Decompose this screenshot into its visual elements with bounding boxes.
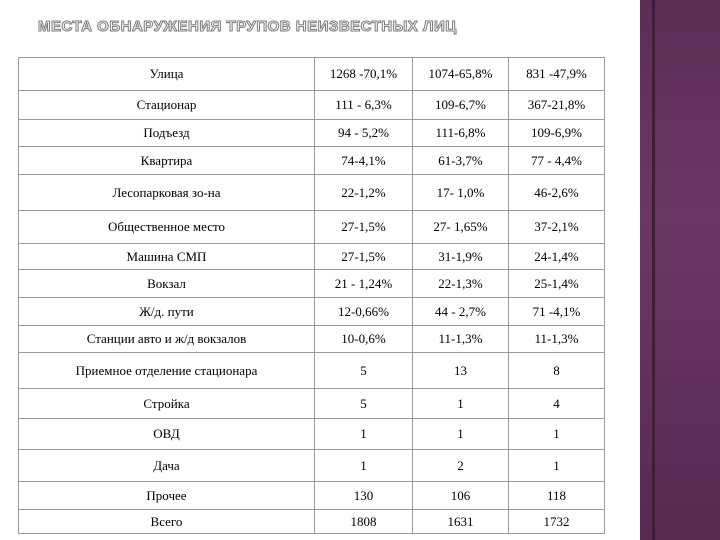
cell-value: 77 - 4,4% [509, 147, 605, 175]
row-label: Стройка [19, 389, 315, 419]
cell-value: 37-2,1% [509, 211, 605, 244]
cell-value: 5 [315, 353, 413, 389]
cell-value: 10-0,6% [315, 326, 413, 353]
cell-value: 1 [315, 450, 413, 482]
cell-value: 118 [509, 482, 605, 510]
table-row [19, 120, 605, 147]
cell-value: 22-1,2% [315, 175, 413, 211]
cell-value: 11-1,3% [509, 326, 605, 353]
cell-value: 1 [509, 450, 605, 482]
row-label: Приемное отделение стационара [19, 353, 315, 389]
row-label: Вокзал [19, 270, 315, 298]
table-row [19, 326, 605, 353]
cell-value: 831 -47,9% [509, 58, 605, 91]
cell-value: 44 - 2,7% [413, 298, 509, 326]
table-row [19, 353, 605, 389]
cell-value: 1808 [315, 510, 413, 534]
row-label: Ж/д. пути [19, 298, 315, 326]
cell-value: 74-4,1% [315, 147, 413, 175]
table-row [19, 147, 605, 175]
cell-value: 1732 [509, 510, 605, 534]
row-label: Лесопарковая зо-на [19, 175, 315, 211]
data-table [18, 57, 605, 534]
cell-value: 109-6,7% [413, 91, 509, 120]
cell-value: 11-1,3% [413, 326, 509, 353]
cell-value: 111-6,8% [413, 120, 509, 147]
cell-value: 27-1,5% [315, 244, 413, 270]
cell-value: 25-1,4% [509, 270, 605, 298]
row-label: Улица [19, 58, 315, 91]
row-label: Прочее [19, 482, 315, 510]
row-label: Дача [19, 450, 315, 482]
table-row [19, 510, 605, 534]
cell-value: 71 -4,1% [509, 298, 605, 326]
cell-value: 367-21,8% [509, 91, 605, 120]
table-row [19, 270, 605, 298]
table-row [19, 244, 605, 270]
cell-value: 1268 -70,1% [315, 58, 413, 91]
row-label: Машина СМП [19, 244, 315, 270]
cell-value: 1 [315, 419, 413, 450]
cell-value: 12-0,66% [315, 298, 413, 326]
table-row [19, 211, 605, 244]
cell-value: 27- 1,65% [413, 211, 509, 244]
cell-value: 46-2,6% [509, 175, 605, 211]
table-row [19, 91, 605, 120]
row-label: ОВД [19, 419, 315, 450]
table-row [19, 389, 605, 419]
cell-value: 1074-65,8% [413, 58, 509, 91]
cell-value: 1631 [413, 510, 509, 534]
table-row [19, 58, 605, 91]
cell-value: 31-1,9% [413, 244, 509, 270]
cell-value: 130 [315, 482, 413, 510]
page-title: МЕСТА ОБНАРУЖЕНИЯ ТРУПОВ НЕИЗВЕСТНЫХ ЛИЦ [38, 18, 457, 35]
row-label: Стационар [19, 91, 315, 120]
cell-value: 1 [413, 389, 509, 419]
row-label: Общественное место [19, 211, 315, 244]
table-row [19, 482, 605, 510]
cell-value: 27-1,5% [315, 211, 413, 244]
cell-value: 1 [413, 419, 509, 450]
cell-value: 17- 1,0% [413, 175, 509, 211]
cell-value: 94 - 5,2% [315, 120, 413, 147]
row-label: Всего [19, 510, 315, 534]
cell-value: 13 [413, 353, 509, 389]
cell-value: 109-6,9% [509, 120, 605, 147]
cell-value: 5 [315, 389, 413, 419]
cell-value: 21 - 1,24% [315, 270, 413, 298]
cell-value: 24-1,4% [509, 244, 605, 270]
cell-value: 8 [509, 353, 605, 389]
table-row [19, 175, 605, 211]
row-label: Станции авто и ж/д вокзалов [19, 326, 315, 353]
table-row [19, 450, 605, 482]
table-row [19, 298, 605, 326]
cell-value: 1 [509, 419, 605, 450]
cell-value: 61-3,7% [413, 147, 509, 175]
sidebar-stripe [652, 0, 655, 540]
cell-value: 22-1,3% [413, 270, 509, 298]
cell-value: 2 [413, 450, 509, 482]
row-label: Подъезд [19, 120, 315, 147]
cell-value: 106 [413, 482, 509, 510]
cell-value: 111 - 6,3% [315, 91, 413, 120]
decorative-sidebar [640, 0, 720, 540]
table-row [19, 419, 605, 450]
cell-value: 4 [509, 389, 605, 419]
row-label: Квартира [19, 147, 315, 175]
